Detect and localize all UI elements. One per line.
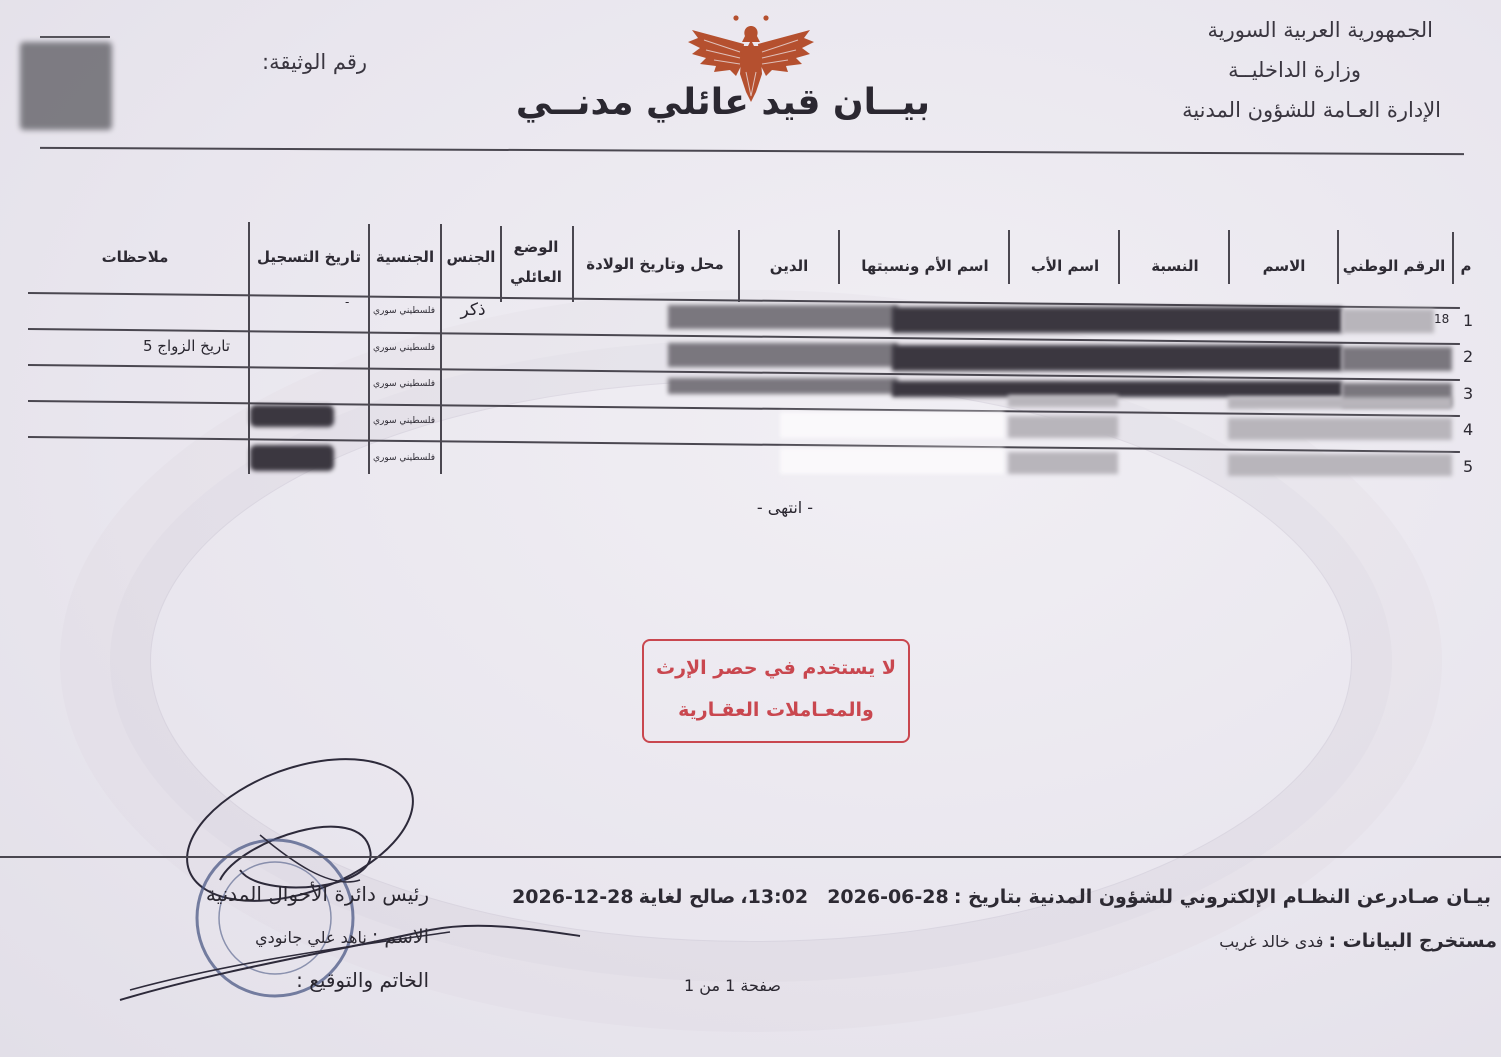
col-header-index: م [1460, 257, 1472, 275]
row-gender: ذكر [460, 300, 486, 320]
valid-until-date: 2026-12-28 [512, 886, 634, 908]
row-number: 5 [1463, 457, 1474, 476]
national-id-fragment: 18 [1434, 312, 1450, 326]
grid-line [1008, 230, 1010, 284]
row-nationality: فلسطيني سوري [372, 453, 436, 463]
redacted-cell [892, 307, 1342, 333]
col-header-nationality: الجنسية [375, 248, 435, 266]
col-header-lineage: النسبة [1151, 257, 1199, 275]
grid-line [838, 230, 840, 284]
row-registration-date: - [345, 295, 350, 309]
grid-line [440, 224, 442, 474]
redacted-cell [668, 305, 898, 329]
department-name: الإدارة العـامة للشؤون المدنية [1182, 98, 1441, 122]
col-header-national-id: الرقم الوطني [1342, 257, 1446, 275]
issued-time: 13:02 [747, 886, 809, 908]
row-number: 3 [1463, 384, 1474, 403]
republic-name: الجمهورية العربية السورية [1207, 18, 1433, 42]
col-header-birth: محل وتاريخ الولادة [586, 255, 724, 273]
redacted-cell [668, 378, 898, 394]
document-number-label: رقم الوثيقة: [262, 50, 368, 74]
col-header-notes: ملاحظات [101, 248, 169, 266]
grid-line [500, 226, 502, 302]
head-name-line [255, 926, 429, 948]
redacted-cell [1342, 309, 1434, 333]
grid-line [1337, 230, 1339, 284]
redacted-cell [250, 405, 334, 427]
row-number: 2 [1463, 347, 1474, 366]
grid-line [1118, 230, 1120, 284]
usage-restriction-stamp [642, 639, 910, 743]
redacted-cell [1228, 418, 1452, 440]
redacted-cell [1008, 416, 1118, 438]
grid-line [572, 226, 574, 302]
row-number: 1 [1463, 311, 1474, 330]
row-notes: تاريخ الزواج 5 [142, 337, 230, 355]
head-name: ناهد علي جانودي [255, 928, 367, 947]
redacted-cell [1008, 395, 1118, 407]
col-header-family-status: الوضع العائلي [510, 238, 562, 286]
issue-statement: بيـان صـادرعن النظـام الإلكتروني للشؤون المدنية بتاريخ : 2026-06-28 13:02، صالح لغاية 2026-12-28 [512, 886, 1491, 908]
seal-signature-label: الخاتم والتوقيع : [296, 968, 429, 992]
grid-line [248, 222, 250, 474]
extractor-name: فدى خالد غريب [1219, 932, 1324, 951]
grid-line [738, 230, 740, 302]
row-number: 4 [1463, 420, 1474, 439]
redacted-cell [1228, 397, 1452, 409]
col-header-registration-date: تاريخ التسجيل [256, 248, 362, 266]
redacted-cell [780, 448, 1004, 474]
valid-until-label: صالح لغاية [638, 886, 736, 908]
redacted-cell [250, 445, 334, 471]
col-header-gender: الجنس [446, 248, 496, 266]
col-header-mother-name: اسم الأم ونسبتها [861, 257, 989, 275]
document-title: بيــان قيد عائلي مدنــي [515, 82, 930, 123]
redacted-cell [892, 345, 1342, 371]
head-name-label: الاسم : [371, 926, 429, 948]
col-header-father-name: اسم الأب [1030, 257, 1100, 275]
row-nationality: فلسطيني سوري [372, 343, 436, 353]
grid-line [1228, 230, 1230, 284]
redacted-cell [1342, 347, 1452, 371]
issued-prefix: بيـان صـادرعن النظـام الإلكتروني للشؤون المدنية بتاريخ : [953, 886, 1491, 908]
redacted-cell [1008, 452, 1118, 474]
extractor-line [1219, 930, 1497, 952]
ministry-name: وزارة الداخليــة [1228, 58, 1361, 82]
footer-rule [0, 856, 1501, 858]
grid-line [1452, 232, 1454, 284]
table-end-marker: - انتهى - [756, 498, 814, 517]
redacted-cell [1228, 454, 1452, 476]
col-header-name: الاسم [1262, 257, 1306, 275]
page-info: صفحة 1 من 1 [684, 976, 781, 995]
issued-date: 2026-06-28 [827, 886, 949, 908]
row-nationality: فلسطيني سوري [372, 379, 436, 389]
stamp-line-2: والمعـاملات العقـارية [678, 699, 874, 721]
col-header-religion: الدين [769, 257, 809, 275]
extractor-label: مستخرج البيانات : [1328, 930, 1497, 952]
row-nationality: فلسطيني سوري [372, 416, 436, 426]
redacted-cell [668, 343, 898, 367]
head-title: رئيس دائرة الأحوال المدنية [205, 882, 429, 906]
redacted-cell [780, 412, 1004, 438]
stamp-line-1: لا يستخدم في حصر الإرث [655, 657, 896, 679]
row-nationality: فلسطيني سوري [372, 306, 436, 316]
